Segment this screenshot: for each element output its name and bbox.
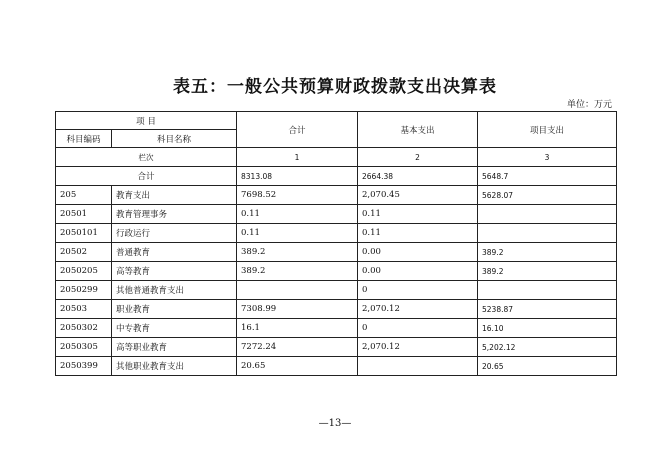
row-total: 389.2 <box>237 262 358 281</box>
table-row <box>56 281 617 300</box>
row-total: 0.11 <box>237 205 358 224</box>
row-basic: 0.00 <box>358 262 478 281</box>
header-basic: 基本支出 <box>358 112 478 148</box>
row-name: 其他普通教育支出 <box>112 281 237 300</box>
table-row <box>56 338 617 357</box>
table-row <box>56 357 617 376</box>
row-name: 中专教育 <box>112 319 237 338</box>
page-number: —13— <box>318 418 352 429</box>
header-code: 科目编码 <box>56 130 112 148</box>
row-code: 2050299 <box>56 281 112 300</box>
header-row-1 <box>56 112 617 130</box>
row-project: 20.65 <box>478 357 617 376</box>
row-project <box>478 281 617 300</box>
row-code: 2050302 <box>56 319 112 338</box>
row-name: 职业教育 <box>112 300 237 319</box>
row-project: 16.10 <box>478 319 617 338</box>
column-index-2: 2 <box>358 148 478 167</box>
row-project: 389.2 <box>478 262 617 281</box>
row-basic <box>358 357 478 376</box>
row-name: 高等教育 <box>112 262 237 281</box>
row-total: 7272.24 <box>237 338 358 357</box>
column-index-label: 栏次 <box>56 148 237 167</box>
row-name: 行政运行 <box>112 224 237 243</box>
row-code: 20502 <box>56 243 112 262</box>
row-name: 普通教育 <box>112 243 237 262</box>
row-basic: 0.00 <box>358 243 478 262</box>
total-row <box>56 167 617 186</box>
expenditure-table <box>55 111 617 376</box>
row-basic: 0.11 <box>358 205 478 224</box>
row-project <box>478 224 617 243</box>
row-total: 7698.52 <box>237 186 358 205</box>
row-total: 20.65 <box>237 357 358 376</box>
row-basic: 2,070.45 <box>358 186 478 205</box>
total-project: 5648.7 <box>478 167 617 186</box>
header-project: 项目支出 <box>478 112 617 148</box>
row-project: 5628.07 <box>478 186 617 205</box>
table-row <box>56 300 617 319</box>
header-total: 合计 <box>237 112 358 148</box>
total-basic: 2664.38 <box>358 167 478 186</box>
row-name: 教育支出 <box>112 186 237 205</box>
row-basic: 2,070.12 <box>358 300 478 319</box>
row-code: 2050205 <box>56 262 112 281</box>
row-code: 2050399 <box>56 357 112 376</box>
header-name: 科目名称 <box>112 130 237 148</box>
table-row <box>56 186 617 205</box>
row-code: 20503 <box>56 300 112 319</box>
row-project: 5238.87 <box>478 300 617 319</box>
row-code: 2050305 <box>56 338 112 357</box>
table-row <box>56 243 617 262</box>
header-item: 项 目 <box>56 112 237 130</box>
row-code: 20501 <box>56 205 112 224</box>
table-row <box>56 319 617 338</box>
row-total: 7308.99 <box>237 300 358 319</box>
row-basic: 0 <box>358 281 478 300</box>
unit-label: 单位：万元 <box>566 100 612 110</box>
page-title: 表五：一般公共预算财政拨款支出决算表 <box>173 77 497 97</box>
row-total: 389.2 <box>237 243 358 262</box>
row-name: 其他职业教育支出 <box>112 357 237 376</box>
row-name: 教育管理事务 <box>112 205 237 224</box>
total-label: 合计 <box>56 167 237 186</box>
row-code: 205 <box>56 186 112 205</box>
column-index-row <box>56 148 617 167</box>
row-project: 5,202.12 <box>478 338 617 357</box>
table-row <box>56 224 617 243</box>
total-amount: 8313.08 <box>237 167 358 186</box>
row-name: 高等职业教育 <box>112 338 237 357</box>
row-total: 0.11 <box>237 224 358 243</box>
table-row <box>56 205 617 224</box>
row-project <box>478 205 617 224</box>
row-basic: 2,070.12 <box>358 338 478 357</box>
column-index-3: 3 <box>478 148 617 167</box>
row-code: 2050101 <box>56 224 112 243</box>
row-basic: 0.11 <box>358 224 478 243</box>
table-row <box>56 262 617 281</box>
column-index-1: 1 <box>237 148 358 167</box>
row-total <box>237 281 358 300</box>
row-basic: 0 <box>358 319 478 338</box>
row-project: 389.2 <box>478 243 617 262</box>
row-total: 16.1 <box>237 319 358 338</box>
